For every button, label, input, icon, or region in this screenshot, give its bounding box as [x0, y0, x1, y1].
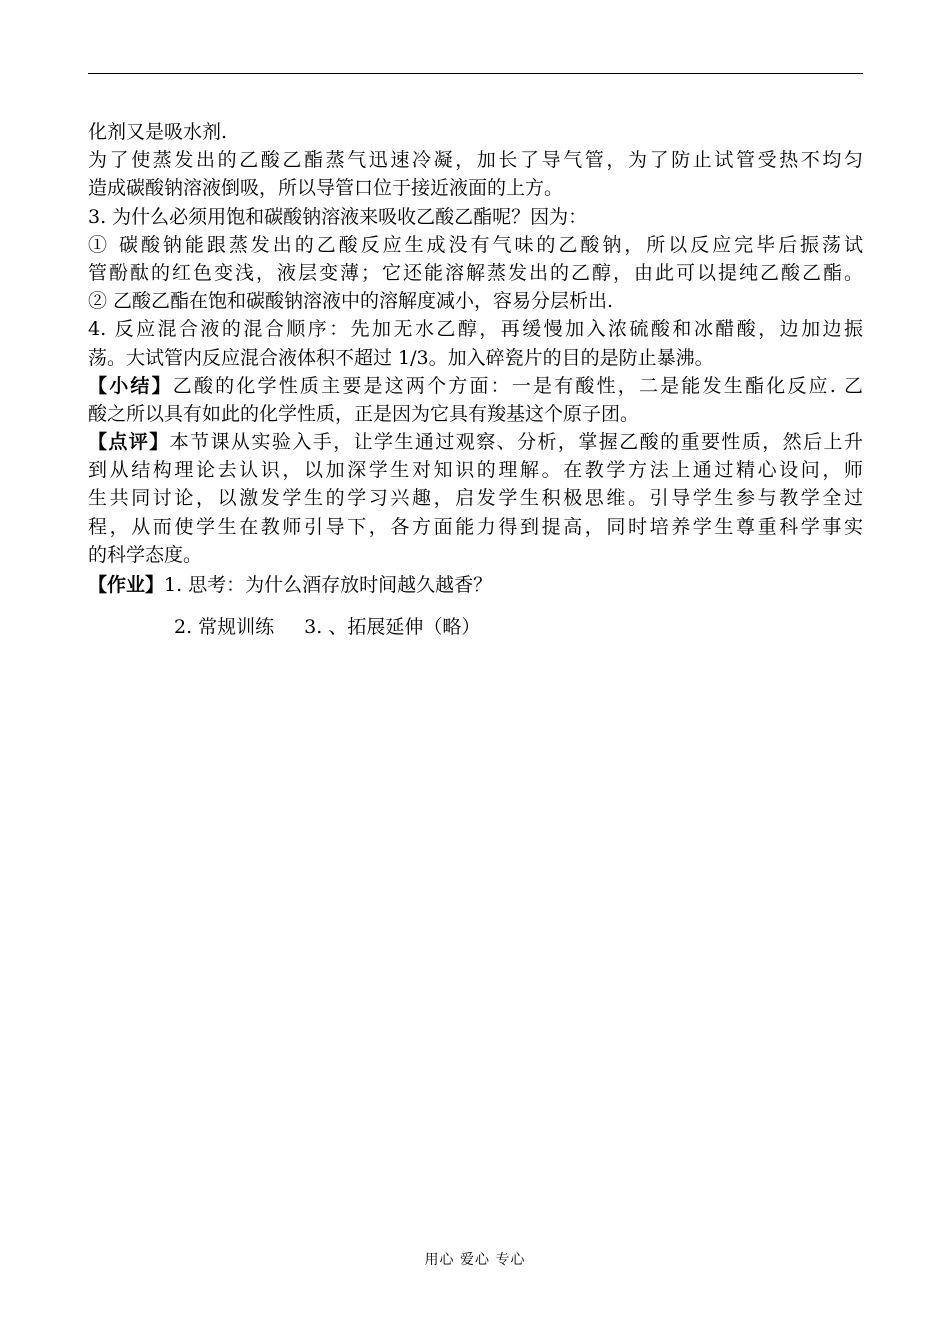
header-rule: [88, 73, 863, 74]
paragraph-line: 为了使蒸发出的乙酸乙酯蒸气迅速冷凝，加长了导气管，为了防止试管受热不均匀: [88, 149, 863, 172]
document-body: [88, 118, 868, 641]
paragraph-line: 3. 为什么必须用饱和碳酸钠溶液来吸收乙酸乙酯呢？因为：: [88, 205, 588, 228]
page-footer: 用心 爱心 专心: [424, 1252, 526, 1268]
comment-text: 本节课从实验入手，让学生通过观察、分析，掌握乙酸的重要性质，然后上升: [169, 431, 863, 454]
paragraph-line: 造成碳酸钠溶液倒吸，所以导管口位于接近液面的上方。: [88, 177, 564, 200]
comment-line: 程，从而使学生在教师引导下，各方面能力得到提高，同时培养学生尊重科学事实: [88, 515, 863, 538]
paragraph-line: 管酚酞的红色变浅，液层变薄；它还能溶解蒸发出的乙醇，由此可以提纯乙酸乙酯。: [88, 261, 863, 284]
homework-items: [88, 613, 868, 641]
comment-line: 到从结构理论去认识，以加深学生对知识的理解。在教学方法上通过精心设问，师: [88, 459, 863, 482]
paragraph-line: 化剂又是吸水剂.: [88, 121, 228, 143]
summary-line: [88, 372, 863, 400]
summary-label: 【小结】: [88, 374, 173, 397]
homework-item: 2. 常规训练: [174, 616, 275, 639]
summary-line: 酸之所以具有如此的化学性质，正是因为它具有羧基这个原子团。: [88, 402, 640, 425]
comment-line: 生共同讨论，以激发学生的学习兴趣，启发学生积极思维。引导学生参与教学全过: [88, 487, 863, 510]
paragraph-line: ① 碳酸钠能跟蒸发出的乙酸反应生成没有气味的乙酸钠，所以反应完毕后振荡试: [88, 233, 863, 256]
paragraph-line: ② 乙酸乙酯在饱和碳酸钠溶液中的溶解度减小，容易分层析出.: [88, 290, 614, 313]
homework-item: 3. 、拓展延伸（略）: [304, 616, 481, 639]
comment-line: 的科学态度。: [88, 543, 203, 566]
comment-label: 【点评】: [88, 431, 170, 454]
comment-line: [88, 428, 863, 456]
homework-label: 【作业】: [88, 574, 165, 596]
homework-line: [88, 571, 868, 599]
summary-text: 乙酸的化学性质主要是这两个方面：一是有酸性，二是能发生酯化反应. 乙: [172, 374, 863, 397]
homework-item: 1. 思考：为什么酒存放时间越久越香？: [164, 574, 493, 596]
paragraph-line: 4. 反应混合液的混合顺序：先加无水乙醇，再缓慢加入浓硫酸和冰醋酸，边加边振: [88, 318, 863, 341]
paragraph-line: 荡。大试管内反应混合液体积不超过 1/3。加入碎瓷片的目的是防止暴沸。: [88, 346, 714, 369]
